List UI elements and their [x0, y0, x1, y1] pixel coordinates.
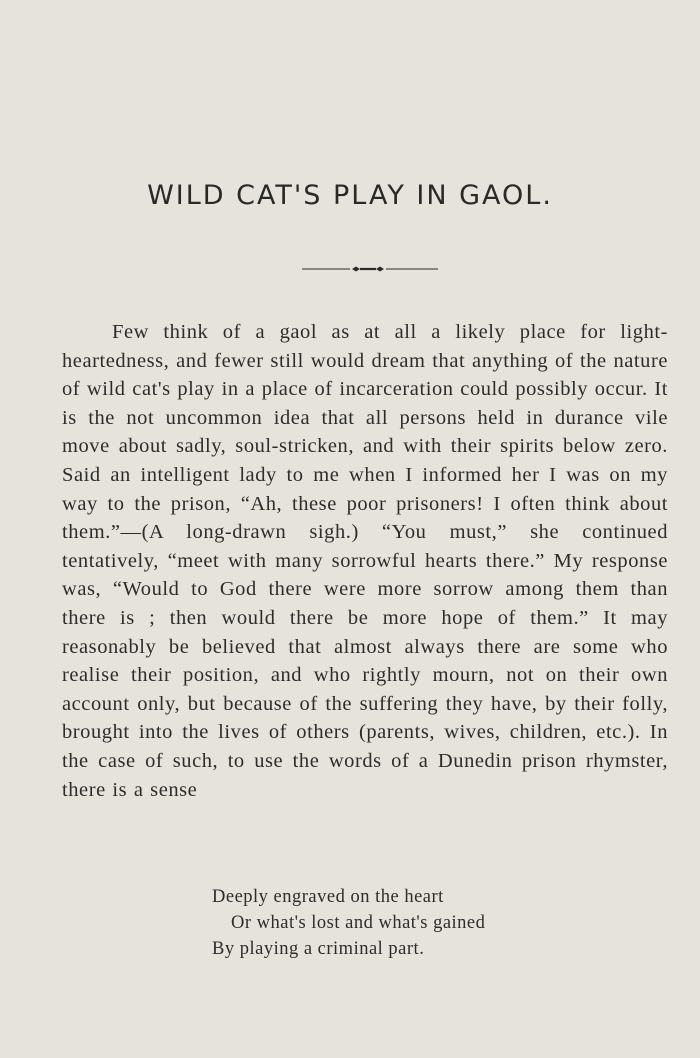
poem-stanza [212, 884, 632, 962]
ornament-divider [0, 262, 700, 276]
poem-line: Deeply engraved on the heart [212, 887, 444, 907]
body-paragraph: Few think of a gaol as at all a likely place for light-heartedness, and fewer still would dream that anything of the nature of wild cat's play in a place of incarceration could possibly occur. It is the not uncommon idea that all persons held in durance vile move about sadly, soul-stricken, and with their spirits below zero. Said an intelligent lady to me when I informed her I was on my way to the prison, “Ah, these poor prisoners! I often think about them.”—(A long-drawn sigh.) “You must,” she continued tentatively, “meet with many sorrowful hearts there.” My response was, “Would to God there were more sorrow among them than there is ; then would there be more hope of them.” It may reasonably be believed that almost always there are some who realise their position, and who rightly mourn, not on their own account only, but because of the suffering they have, by their folly, brought into the lives of others (parents, wives, children, etc.). In the case of such, to use the words of a Dunedin prison rhymster, there is a sense [62, 321, 668, 801]
poem-line: Or what's lost and what's gained [231, 913, 486, 933]
poem-line: By playing a criminal part. [212, 939, 425, 959]
chapter-title: WILD CAT'S PLAY IN GAOL. [147, 180, 553, 211]
